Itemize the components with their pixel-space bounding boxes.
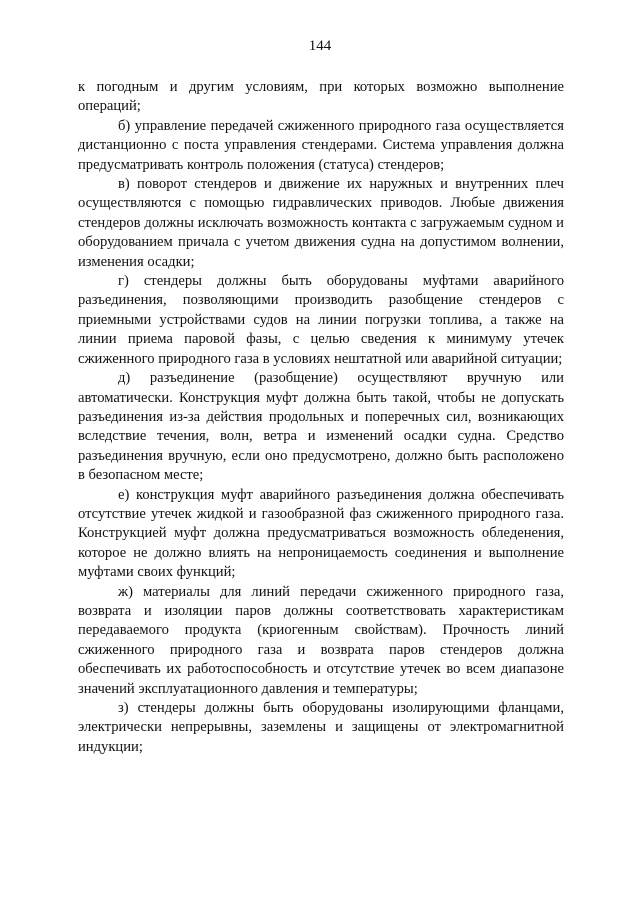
paragraph-item-d: д) разъединение (разобщение) осуществляют вручную или автоматически. Конструкция муфт должна быть такой, чтобы не допускать разъединения из-за действия продольных и поперечных сил, возникающих вследствие течения, волн, ветра и изменений осадки судна. Средство разъединения вручную, если оно предусмотрено, должно быть расположено в безопасном месте; xyxy=(78,370,564,484)
paragraph-item-e: е) конструкция муфт аварийного разъединения должна обеспечивать отсутствие утечек жидкой и газообразной фаз сжиженного природного газа. Конструкцией муфт должна предусматриваться возможность обледенения, которое не должно влиять на непроницаемость соединения и выполнение муфтами своих функций; xyxy=(78,486,564,581)
paragraph-item-g: г) стендеры должны быть оборудованы муфтами аварийного разъединения, позволяющими производить разобщение стендеров с приемными устройствами судов на линии погрузки топлива, а также на линии приема паровой фазы, с целью сведения к минимуму утечек сжиженного природного газа в условиях нештатной или аварийной ситуации; xyxy=(78,273,564,367)
document-body xyxy=(78,78,564,757)
paragraph-item-v: в) поворот стендеров и движение их наружных и внутренних плеч осуществляются с помощью гидравлических приводов. Любые движения стендеров должны исключать возможность контакта с загружаемым судном и оборудованием причала с учетом движения судна на допустимом волнении, изменения осадки; xyxy=(78,176,564,270)
paragraph-item-zh: ж) материалы для линий передачи сжиженного природного газа, возврата и изоляции паров должны соответствовать характеристикам передаваемого продукта (криогенным свойствам). Прочность линий сжиженного природного газа и возврата паров стендеров должна обеспечивать их работоспособность и отсутствие утечек во всем диапазоне значений эксплуатационного давления и температуры; xyxy=(78,583,564,697)
page-number: 144 xyxy=(308,38,332,54)
paragraph-continuation: к погодным и другим условиям, при которых возможно выполнение операций; xyxy=(78,79,564,115)
paragraph-item-z: з) стендеры должны быть оборудованы изолирующими фланцами, электрически непрерывны, заземлены и защищены от электромагнитной индукции; xyxy=(78,700,564,755)
paragraph-item-b: б) управление передачей сжиженного природного газа осуществляется дистанционно с поста управления стендерами. Система управления должна предусматривать контроль положения (статуса) стендеров; xyxy=(78,117,564,173)
